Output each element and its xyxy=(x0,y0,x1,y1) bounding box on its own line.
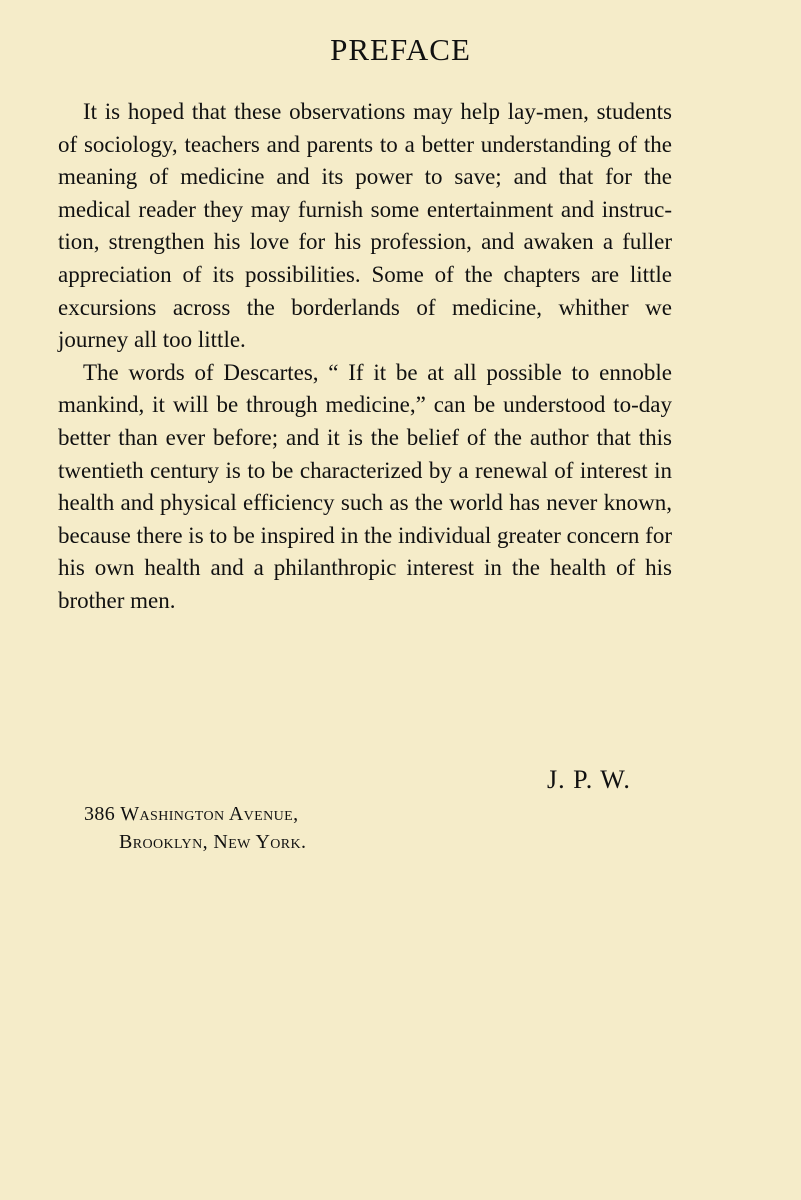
address-line-2: Brooklyn, New York. xyxy=(119,831,307,853)
author-signature: J. P. W. xyxy=(547,765,631,794)
author-address xyxy=(84,800,306,856)
paragraph-2: The words of Descartes, “ If it be at all possible to ennoble mankind, it will be through medicine,” can be understood to-day better than ever before; and it is the belief of the author that this twentieth century is to be characterized by a renewal of interest in health and physical efficiency such as the world has never known, because there is to be inspired in the individual greater concern for his own health and a philanthropic interest in the health of his brother men. xyxy=(58,359,672,613)
page-title: PREFACE xyxy=(330,32,471,67)
address-line-1: 386 Washington Avenue, xyxy=(84,803,299,825)
paragraph-1: It is hoped that these observations may help lay-men, students of sociology, teachers and parents to a better understanding of the meaning of medicine and its power to save; and that for the medical reader they may furnish some entertainment and instruc-tion, strengthen his love for his profession, and awaken a fuller appreciation of its possibilities. Some of the chapters are little excursions across the borderlands of medicine, whither we journey all too little. xyxy=(58,99,672,353)
preface-body xyxy=(58,96,672,618)
